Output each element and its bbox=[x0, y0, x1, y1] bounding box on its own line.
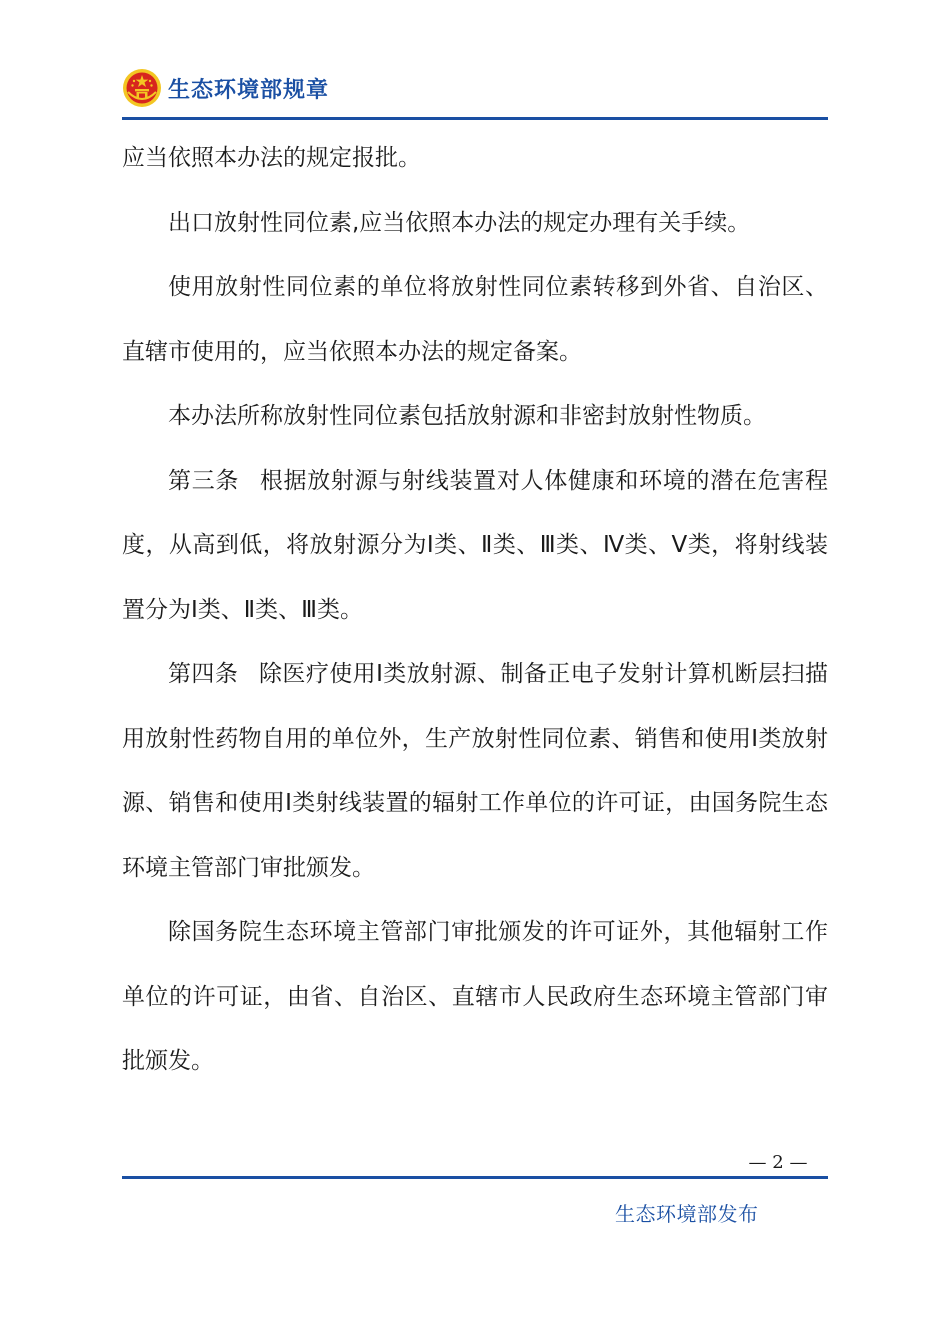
paragraph bbox=[122, 384, 828, 449]
paragraph-text: 使用放射性同位素的单位将放射性同位素转移到外省、自治区、直辖市使用的，应当依照本办法的规定备案。 bbox=[122, 274, 828, 365]
document-body bbox=[122, 126, 828, 1094]
footer-publisher: 生态环境部发布 bbox=[615, 1202, 759, 1226]
paragraph-text: 应当依照本办法的规定报批。 bbox=[122, 145, 421, 171]
paragraph-text: 除医疗使用Ⅰ类放射源、制备正电子发射计算机断层扫描用放射性药物自用的单位外，生产放射性同位素、销售和使用Ⅰ类放射源、销售和使用Ⅰ类射线装置的辐射工作单位的许可证，由国务院生态环境主管部门审批颁发。 bbox=[122, 661, 828, 881]
header-title: 生态环境部规章 bbox=[168, 77, 330, 103]
article-paragraph bbox=[122, 642, 828, 900]
article-number: 第四条 bbox=[168, 661, 239, 687]
national-emblem-icon bbox=[122, 68, 162, 108]
paragraph-text: 出口放射性同位素,应当依照本办法的规定办理有关手续。 bbox=[168, 209, 751, 236]
header-divider bbox=[122, 117, 828, 120]
paragraph bbox=[122, 255, 828, 384]
page-header bbox=[122, 64, 329, 112]
paragraph bbox=[122, 191, 828, 256]
paragraph-continuation bbox=[122, 126, 828, 191]
article-paragraph bbox=[122, 449, 828, 643]
paragraph-text: 根据放射源与射线装置对人体健康和环境的潜在危害程度，从高到低，将放射源分为Ⅰ类、Ⅱ类、Ⅲ类、Ⅳ类、Ⅴ类，将射线装置分为Ⅰ类、Ⅱ类、Ⅲ类。 bbox=[122, 467, 829, 623]
article-number: 第三条 bbox=[168, 467, 240, 494]
paragraph-text: 本办法所称放射性同位素包括放射源和非密封放射性物质。 bbox=[168, 403, 766, 429]
footer-divider bbox=[122, 1176, 828, 1179]
paragraph-text: 除国务院生态环境主管部门审批颁发的许可证外，其他辐射工作单位的许可证，由省、自治区、直辖市人民政府生态环境主管部门审批颁发。 bbox=[122, 919, 828, 1074]
page-number: — 2 — bbox=[748, 1152, 808, 1173]
paragraph bbox=[122, 900, 828, 1094]
